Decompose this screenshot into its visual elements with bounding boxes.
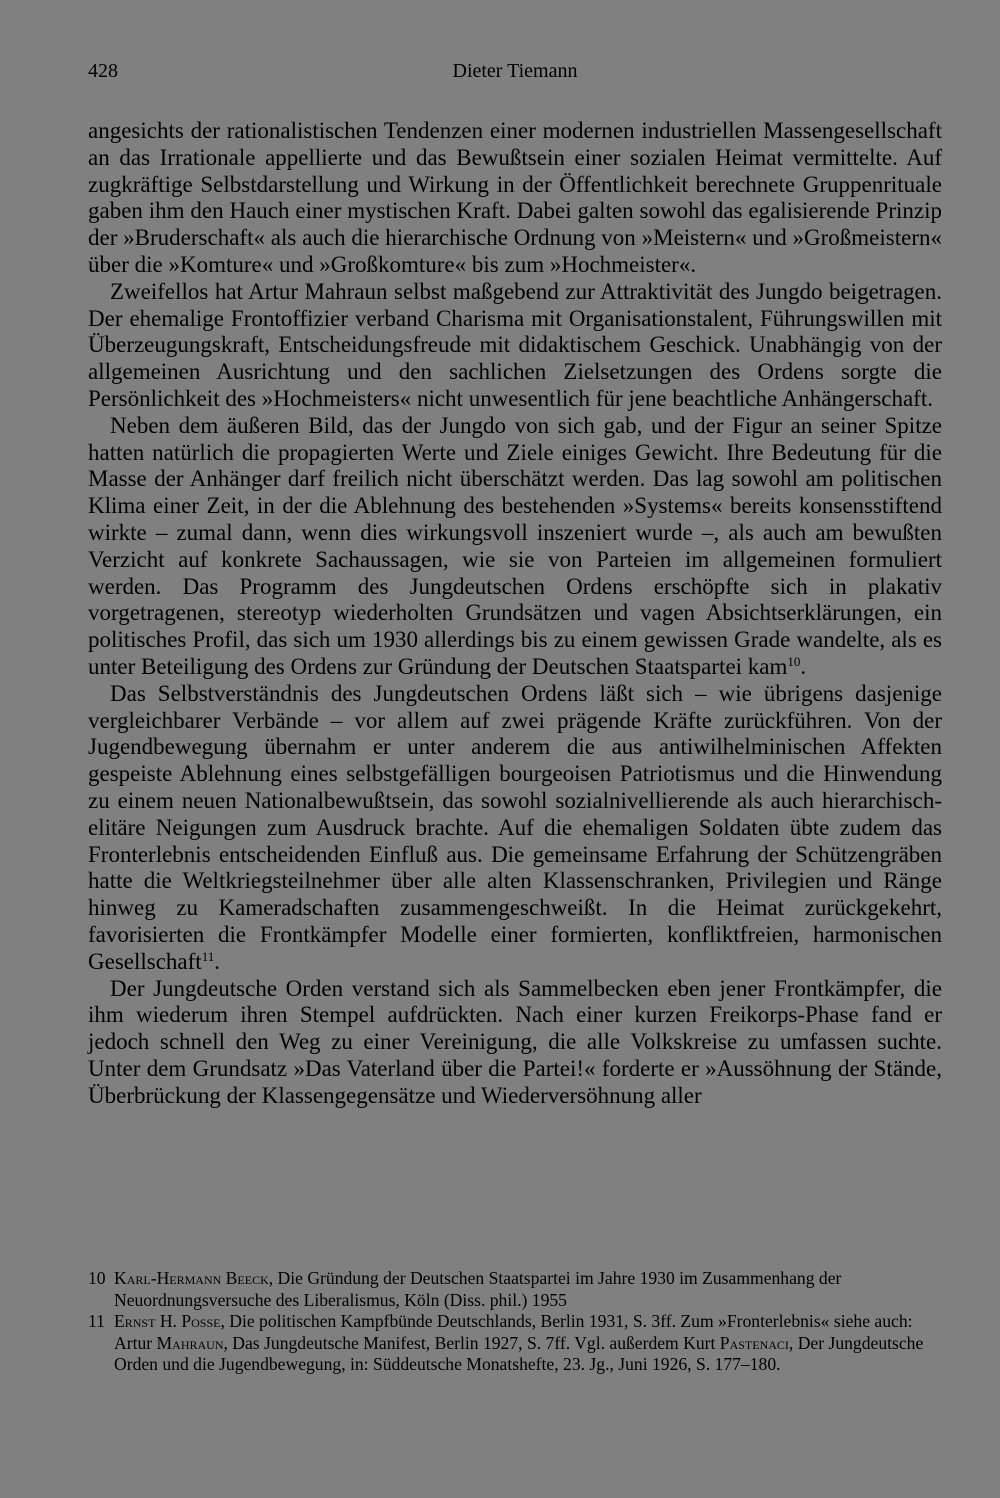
paragraph	[88, 681, 942, 976]
footnote-author: Mahraun	[156, 1332, 224, 1353]
footnote-author: Ernst H. Posse	[114, 1311, 221, 1331]
footnote	[88, 1268, 942, 1311]
paragraph-end: .	[214, 948, 220, 974]
paragraph: angesichts der rationalistischen Tendenzen einer modernen industriellen Massengesellschaft an das Irrationale appellierte und das Bewußtsein einer sozialen Heimat vermittelte. Auf zugkräftige Selbstdarstellung und Wirkung in der Öffentlichkeit berechnete Gruppenrituale gaben ihm den Hauch einer mystischen Kraft. Dabei galten sowohl das egalisierende Prinzip der »Bruderschaft« als auch die hierarchische Ordnung von »Meistern« und »Großmeistern« über die »Komture« und »Großkomture« bis zum »Hochmeister«.	[88, 118, 942, 277]
paragraph-text: Das Selbstverständnis des Jungdeutschen Ordens läßt sich – wie übrigens dasjenige vergleichbarer Verbände – vor allem auf zwei prägende Kräfte zurückführen. Von der Jugendbewegung übernahm er unter anderem die aus antiwilhelminischen Affekten gespeiste Ablehnung eines selbstgefälligen bourgeoisen Patriotismus und die Hinwendung zu einem neuen Nationalbewußtsein, das sowohl sozialnivellierende als auch hierarchisch-elitäre Neigungen zum Ausdruck brachte. Auf die ehemaligen Soldaten übte zudem das Fronterlebnis entscheidenden Einfluß aus. Die gemeinsame Erfahrung der Schützengräben hatte die Weltkriegsteilnehmer über alle alten Klassenschranken, Privilegien und Ränge hinweg zu Kameradschaften zusammengeschweißt. In die Heimat zurückgekehrt, favorisierten die Frontkämpfer Modelle einer formierten, konfliktfreien, harmonischen Gesellschaft	[88, 680, 942, 974]
footnote-number: 11	[88, 1311, 105, 1331]
running-head: Dieter Tiemann	[452, 60, 578, 82]
page-header	[88, 60, 942, 90]
paragraph-end: .	[800, 653, 807, 679]
paragraph: Zweifellos hat Artur Mahraun selbst maßgebend zur Attraktivität des Jungdo beigetragen. Der ehemalige Frontoffizier verband Charisma mit Organisationstalent, Führungswillen mit Überzeugungskraft, Entscheidungsfreude mit didaktischem Geschick. Unabhängig von der allgemeinen Ausrichtung und den sachlichen Zielsetzungen des Ordens sorgte die Persönlichkeit des »Hochmeisters« nicht unwesentlich für jene beachtliche Anhängerschaft.	[88, 278, 942, 411]
footnote-number: 10	[88, 1268, 106, 1288]
footnote-ref-11: 11	[201, 948, 215, 964]
page-number: 428	[88, 60, 118, 82]
paragraph	[88, 413, 942, 681]
footnote-author: Karl-Hermann Beeck	[114, 1268, 269, 1288]
body-text	[88, 118, 942, 1109]
footnote-author: Pastenaci	[719, 1332, 789, 1353]
footnotes	[88, 1268, 942, 1376]
footnote-body: , Die politischen Kampfbünde Deutschlands, Berlin 1931, S. 3ff. Zum »Fronterlebnis« siehe auch: Artur	[114, 1311, 913, 1353]
footnote-text	[114, 1311, 942, 1376]
footnote-body: , Die Gründung der Deutschen Staatspartei im Jahre 1930 im Zusammenhang der Neuordnungsversuche des Liberalismus, Köln (Diss. phil.) 1955	[114, 1268, 842, 1310]
paragraph-text: Neben dem äußeren Bild, das der Jungdo von sich gab, und der Figur an seiner Spitze hatten natürlich die propagierten Werte und Ziele einiges Gewicht. Ihre Bedeutung für die Masse der Anhänger darf freilich nicht überschätzt werden. Das lag sowohl am politischen Klima einer Zeit, in der die Ablehnung des bestehenden »Systems« bereits konsensstiftend wirkte – zumal dann, wenn dies wirkungsvoll inszeniert wurde –, als auch am bewußten Verzicht auf konkrete Sachaussagen, wie sie von Parteien im allgemeinen formuliert werden. Das Programm des Jungdeutschen Ordens erschöpfte sich in plakativ vorgetragenen, stereotyp wiederholten Grundsätzen und vagen Absichtserklärungen, ein politisches Profil, das sich um 1930 allerdings bis zu einem gewissen Grade wandelte, als es unter Beteiligung des Ordens zur Gründung der Deutschen Staatspartei kam	[88, 412, 942, 679]
footnote-body: , Der Jungdeutsche Orden und die Jugendbewegung, in: Süddeutsche Monatshefte, 23. Jg., Juni 1926, S. 177–180.	[114, 1332, 924, 1374]
paragraph: Der Jungdeutsche Orden verstand sich als Sammelbecken eben jener Frontkämpfer, die ihm wiederum ihren Stempel aufdrückten. Nach einer kurzen Freikorps-Phase fand er jedoch schnell den Weg zu einer Vereinigung, die alle Volkskreise zu umfassen suchte. Unter dem Grundsatz »Das Vaterland über die Partei!« forderte er »Aussöhnung der Stände, Überbrückung der Klassengegensätze und Wiederversöhnung aller	[88, 975, 942, 1108]
footnote-text	[114, 1268, 942, 1311]
footnote	[88, 1311, 942, 1376]
footnote-body: , Das Jungdeutsche Manifest, Berlin 1927, S. 7ff. Vgl. außerdem Kurt	[223, 1332, 720, 1353]
footnote-ref-10: 10	[787, 653, 801, 669]
